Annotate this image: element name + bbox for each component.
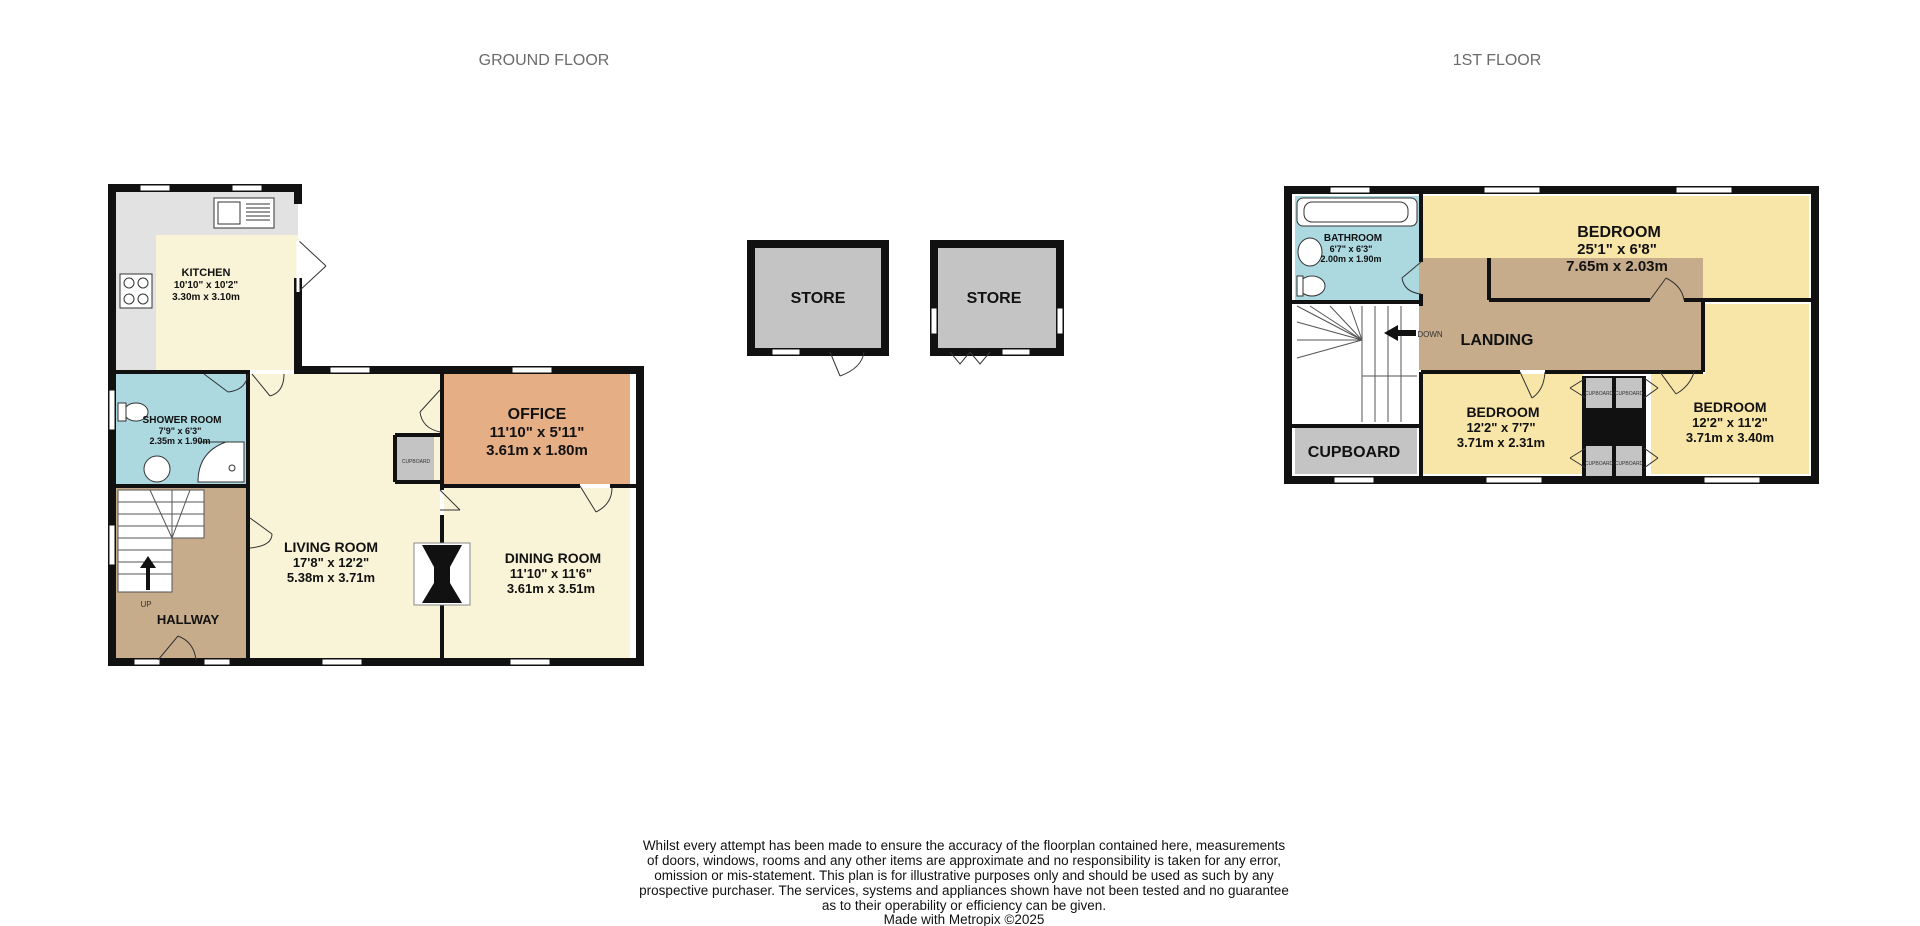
store-2-name: STORE — [966, 290, 1022, 307]
kitchen-sink-icon — [214, 198, 274, 228]
hob-icon — [120, 274, 152, 308]
shower-room-metric: 2.35m x 1.90m — [149, 436, 211, 446]
bathroom-toilet-icon — [1297, 276, 1325, 296]
shower-room-name: SHOWER ROOM — [142, 415, 222, 426]
first-floor-title: 1ST FLOOR — [1452, 52, 1542, 69]
disclaimer — [639, 838, 1289, 926]
shower-room-imperial: 7'9" x 6'3" — [158, 426, 202, 436]
living-room-name: LIVING ROOM — [283, 539, 379, 555]
bedroom-1-metric: 7.65m x 2.03m — [1566, 258, 1668, 275]
bedroom-2-name: BEDROOM — [1466, 404, 1540, 420]
ground-floor-title: GROUND FLOOR — [478, 52, 610, 69]
office-metric: 3.61m x 1.80m — [486, 442, 588, 459]
office-name: OFFICE — [507, 406, 567, 423]
kitchen-door-icon — [298, 240, 326, 292]
dining-room-name: DINING ROOM — [504, 550, 602, 566]
ground-cupboard-label: CUPBOARD — [401, 459, 431, 465]
store-1-name: STORE — [790, 290, 846, 307]
cupboard-label-3: CUPBOARD — [1584, 461, 1614, 467]
kitchen-name: KITCHEN — [181, 267, 231, 279]
landing-upper-fill — [1419, 258, 1489, 300]
bedroom-2-imperial: 12'2" x 7'7" — [1466, 420, 1536, 435]
living-room-imperial: 17'8" x 12'2" — [292, 555, 370, 570]
bedroom-3-fill — [1705, 304, 1809, 474]
bathroom-imperial: 6'7" x 6'3" — [1329, 244, 1373, 254]
bedroom-2-metric: 3.71m x 2.31m — [1456, 435, 1546, 450]
bedroom-3-name: BEDROOM — [1693, 399, 1767, 415]
bathroom-basin-icon — [1298, 238, 1322, 266]
hallway-stair-label: UP — [140, 600, 152, 609]
fireplace-icon — [414, 543, 470, 605]
bathroom-name: BATHROOM — [1323, 233, 1383, 244]
bedroom-1-imperial: 25'1" x 6'8" — [1577, 241, 1657, 258]
kitchen-metric: 3.30m x 3.10m — [172, 292, 240, 303]
disclaimer-line-5: as to their operability or efficiency can be given. — [821, 898, 1107, 913]
bedroom-1-name: BEDROOM — [1577, 224, 1661, 241]
basin-icon — [144, 456, 170, 482]
landing-stair-label: DOWN — [1417, 330, 1443, 339]
disclaimer-line-2: of doors, windows, rooms and any other items are approximate and no responsibility is taken for any error, — [646, 853, 1282, 868]
store-2 — [931, 244, 1063, 364]
first-cupboard-name: CUPBOARD — [1307, 444, 1401, 461]
ground-floor-plan — [109, 185, 640, 665]
bathroom-metric: 2.00m x 1.90m — [1320, 254, 1382, 264]
cupboard-label-4: CUPBOARD — [1614, 461, 1644, 467]
dining-room-imperial: 11'10" x 11'6" — [509, 566, 593, 581]
bathtub-icon — [1297, 198, 1417, 226]
kitchen-imperial: 10'10" x 10'2" — [173, 280, 239, 291]
bedroom-3-imperial: 12'2" x 11'2" — [1692, 415, 1768, 430]
disclaimer-line-6: Made with Metropix ©2025 — [883, 912, 1045, 926]
cupboard-label-1: CUPBOARD — [1584, 391, 1614, 397]
hallway-name: HALLWAY — [156, 612, 220, 627]
disclaimer-line-3: omission or mis-statement. This plan is for illustrative purposes only and should be used as such by any — [654, 868, 1274, 883]
bedroom-3-metric: 3.71m x 3.40m — [1685, 430, 1775, 445]
living-room-metric: 5.38m x 3.71m — [286, 570, 376, 585]
store-1 — [751, 244, 885, 376]
first-floor-plan — [1288, 187, 1815, 483]
landing-name: LANDING — [1460, 332, 1534, 349]
living-room-fill — [250, 374, 440, 658]
disclaimer-line-4: prospective purchaser. The services, systems and appliances shown have not been tested and no guarantee — [639, 883, 1289, 898]
cupboard-label-2: CUPBOARD — [1614, 391, 1644, 397]
disclaimer-line-1: Whilst every attempt has been made to ensure the accuracy of the floorplan contained here, measurements — [642, 838, 1286, 853]
office-imperial: 11'10" x 5'11" — [489, 424, 585, 441]
dining-room-metric: 3.61m x 3.51m — [506, 581, 596, 596]
